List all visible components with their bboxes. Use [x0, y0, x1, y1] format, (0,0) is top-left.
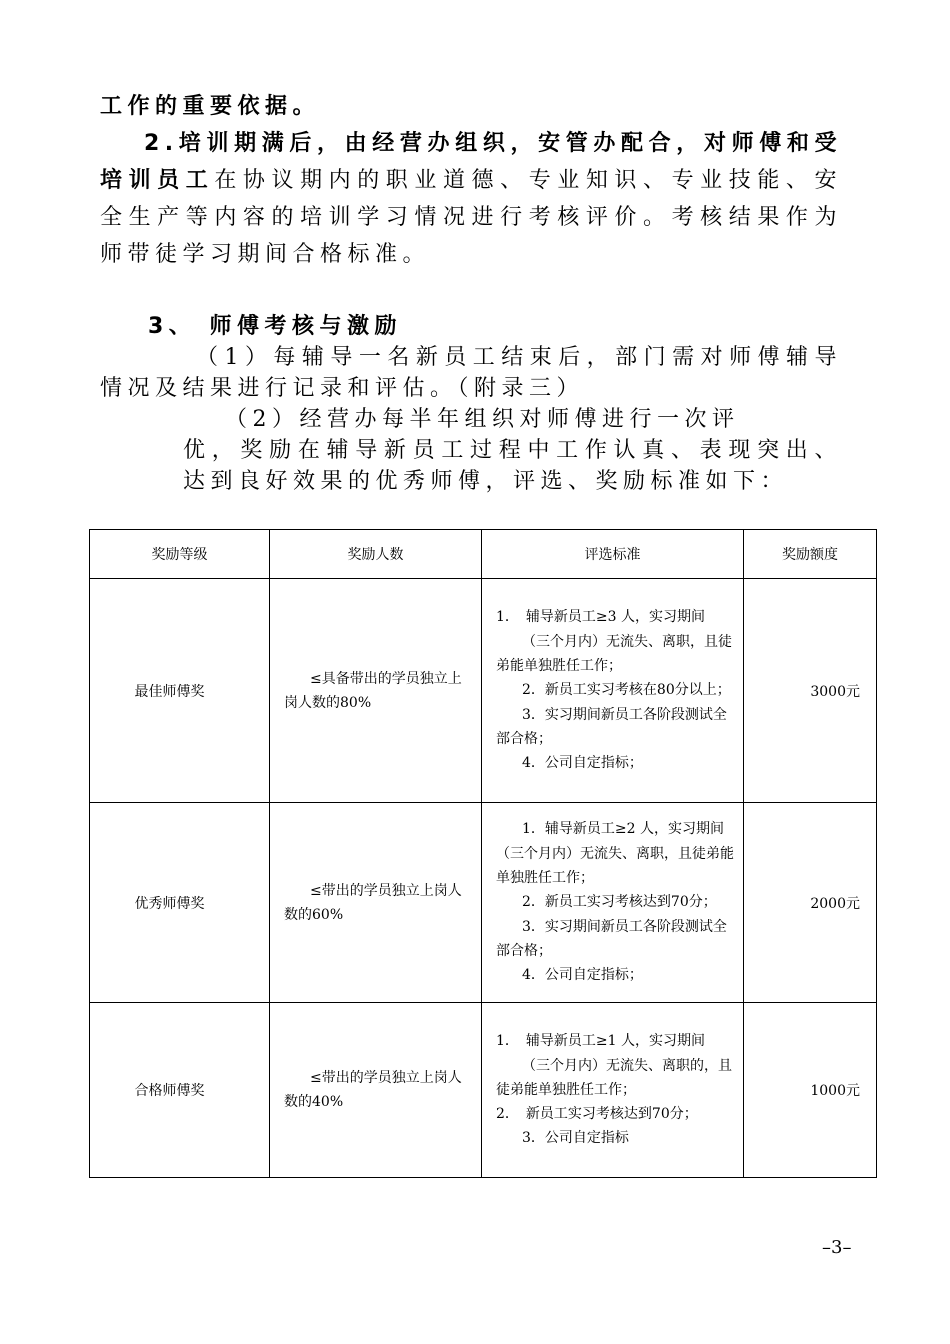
- criterion: （三个月内）无流失、离职的，且徒弟能单独胜任工作；: [496, 1057, 732, 1098]
- criterion: 2． 新员工实习考核达到70分；: [496, 1106, 698, 1123]
- table-row: [90, 1003, 877, 1178]
- award-criteria: [482, 1003, 744, 1178]
- table-row: [90, 803, 877, 1003]
- award-count: ≤带出的学员独立上岗人数的60%: [270, 803, 482, 1003]
- award-amount: 2000元: [744, 803, 877, 1003]
- criterion: 1．辅导新员工≥2 人，实习期间（三个月内）无流失、离职，且徒弟能单独胜任工作；: [496, 821, 734, 887]
- criterion: 4．公司自定指标；: [522, 755, 643, 772]
- paragraph-evaluation: [183, 404, 842, 497]
- award-level: 最佳师傅奖: [90, 579, 270, 803]
- award-amount: 3000元: [744, 579, 877, 803]
- criterion: 2．新员工实习考核达到70分；: [522, 894, 717, 911]
- section-heading: 3、 师傅考核与激励: [148, 314, 402, 339]
- paragraph-evaluation-body: 优，奖励在辅导新员工过程中工作认真、表现突出、达到良好效果的优秀师傅，评选、奖励标准如下：: [183, 438, 842, 494]
- award-table: [89, 529, 877, 1178]
- paragraph-assessment-lead: 2.培训期满后，由经营办组织，安管办配合，对师傅和受培训员工: [100, 131, 842, 193]
- criterion: （三个月内）无流失、离职，且徒弟能单独胜任工作；: [496, 633, 732, 675]
- header-level: 奖励等级: [90, 530, 270, 579]
- paragraph-continuation: 工作的重要依据。: [100, 94, 321, 119]
- paragraph-assessment: [100, 125, 842, 273]
- table-header-row: [90, 530, 877, 579]
- paragraph-evaluation-line1: （2）经营办每半年组织对师傅进行一次评: [225, 407, 740, 432]
- paragraph-record: （1）每辅导一名新员工结束后，部门需对师傅辅导情况及结果进行记录和评估。（附录三）: [100, 345, 842, 401]
- criterion: 1． 辅导新员工≥1 人，实习期间: [496, 1033, 705, 1050]
- criterion: 3．公司自定指标: [522, 1130, 629, 1147]
- criterion: 4．公司自定指标；: [522, 967, 643, 984]
- header-amount: 奖励额度: [744, 530, 877, 579]
- award-criteria: [482, 579, 744, 803]
- award-level: 优秀师傅奖: [90, 803, 270, 1003]
- table-row: [90, 579, 877, 803]
- header-count: 奖励人数: [270, 530, 482, 579]
- criterion: 3．实习期间新员工各阶段测试全部合格；: [496, 706, 727, 747]
- award-amount: 1000元: [744, 1003, 877, 1178]
- page-number: –3–: [822, 1237, 852, 1258]
- paragraph-assessment-body: 在协议期内的职业道德、专业知识、专业技能、安全生产等内容的培训学习情况进行考核评价。考核结果作为师带徒学习期间合格标准。: [100, 168, 842, 267]
- award-count: ≤带出的学员独立上岗人数的40%: [270, 1003, 482, 1178]
- criterion: 3．实习期间新员工各阶段测试全部合格；: [496, 918, 727, 959]
- header-criteria: 评选标准: [482, 530, 744, 579]
- award-criteria: [482, 803, 744, 1003]
- criterion: 1． 辅导新员工≥3 人，实习期间: [496, 609, 705, 626]
- award-count: ≤具备带出的学员独立上岗人数的80%: [270, 579, 482, 803]
- award-level: 合格师傅奖: [90, 1003, 270, 1178]
- criterion: 2．新员工实习考核在80分以上；: [522, 682, 731, 699]
